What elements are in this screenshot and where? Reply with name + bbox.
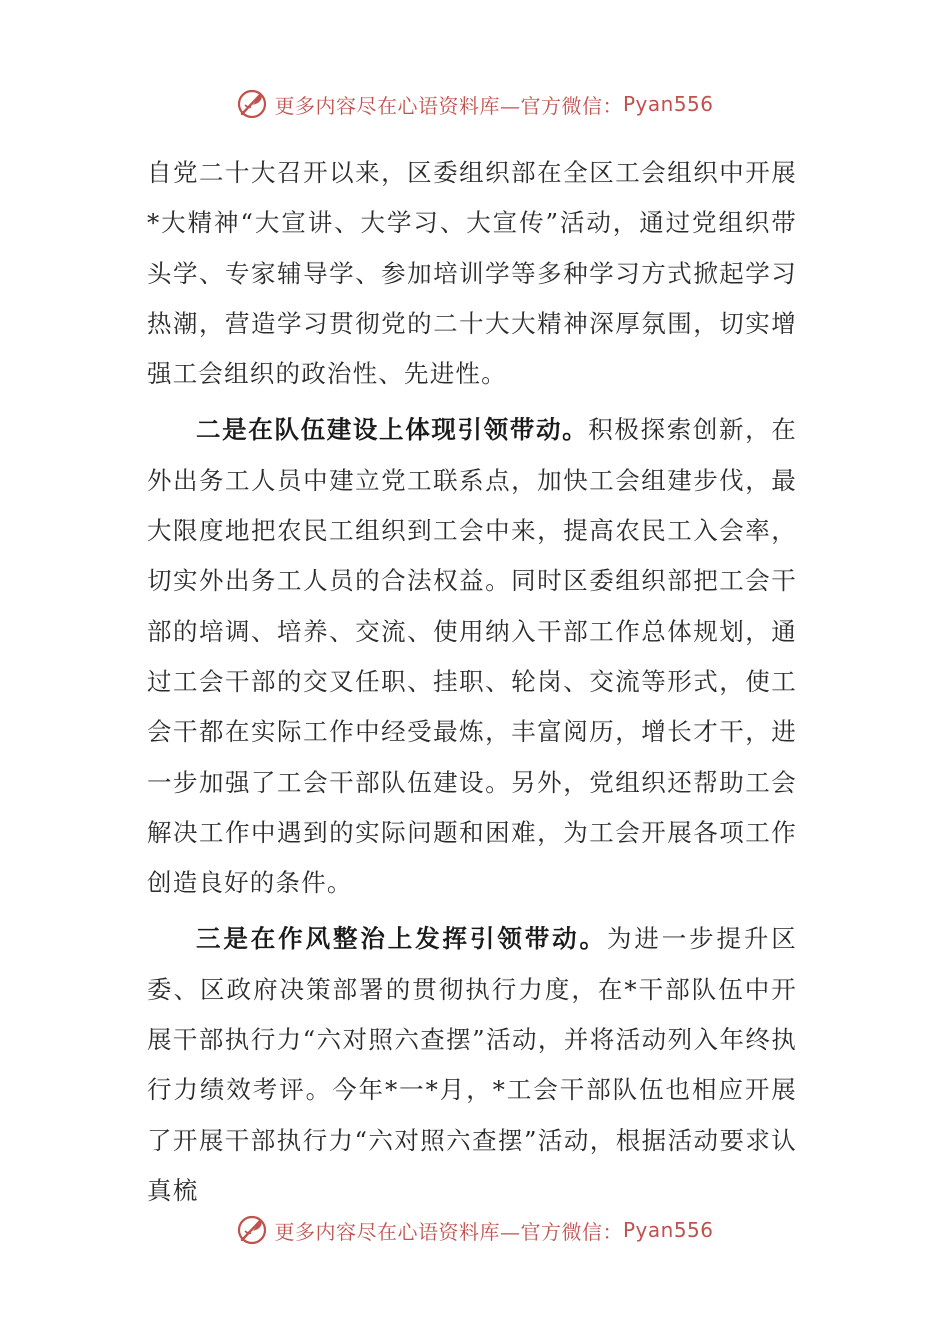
banner-text: 更多内容尽在心语资料库—官方微信： [274, 93, 623, 118]
paragraph-2 [147, 405, 797, 908]
paragraph-1-text: 自党二十大召开以来，区委组织部在全区工会组织中开展*大精神“大宣讲、大学习、大宣传”活动，通过党组织带头学、专家辅导学、参加培训学等多种学习方式掀起学习热潮，营造学习贯彻党的二十大大精神深厚氛围，切实增强工会组织的政治性、先进性。 [147, 158, 797, 389]
paragraph-2-heading: 二是在队伍建设上体现引领带动。 [196, 415, 589, 445]
quill-seal-icon [236, 88, 268, 120]
header-banner [0, 84, 950, 124]
paragraph-3-text: 为进一步提升区委、区政府决策部署的贯彻执行力度，在*干部队伍中开展干部执行力“六对照六查摆”活动，并将活动列入年终执行力绩效考评。今年*一*月，*工会干部队伍也相应开展了开展干部执行力“六对照六查摆”活动，根据活动要求认真梳 [147, 924, 798, 1205]
quill-seal-icon [236, 1214, 268, 1246]
paragraph-3-heading: 三是在作风整治上发挥引领带动。 [196, 924, 607, 954]
paragraph-2-text: 积极探索创新，在外出务工人员中建立党工联系点，加快工会组建步伐，最大限度地把农民工组织到工会中来，提高农民工入会率，切实外出务工人员的合法权益。同时区委组织部把工会干部的培调、培养、交流、使用纳入干部工作总体规划，通过工会干部的交叉任职、挂职、轮岗、交流等形式，使工会干都在实际工作中经受最炼，丰富阅历，增长才干，进一步加强了工会干部队伍建设。另外，党组织还帮助工会解决工作中遇到的实际问题和困难，为工会开展各项工作创造良好的条件。 [147, 415, 797, 898]
paragraph-1 [147, 148, 797, 399]
banner-text: 更多内容尽在心语资料库—官方微信： [274, 1219, 623, 1244]
document-body [147, 148, 797, 1222]
footer-banner [0, 1210, 950, 1250]
wechat-id: Pyan556 [622, 1218, 714, 1242]
wechat-id: Pyan556 [622, 92, 714, 116]
paragraph-3 [147, 914, 797, 1216]
